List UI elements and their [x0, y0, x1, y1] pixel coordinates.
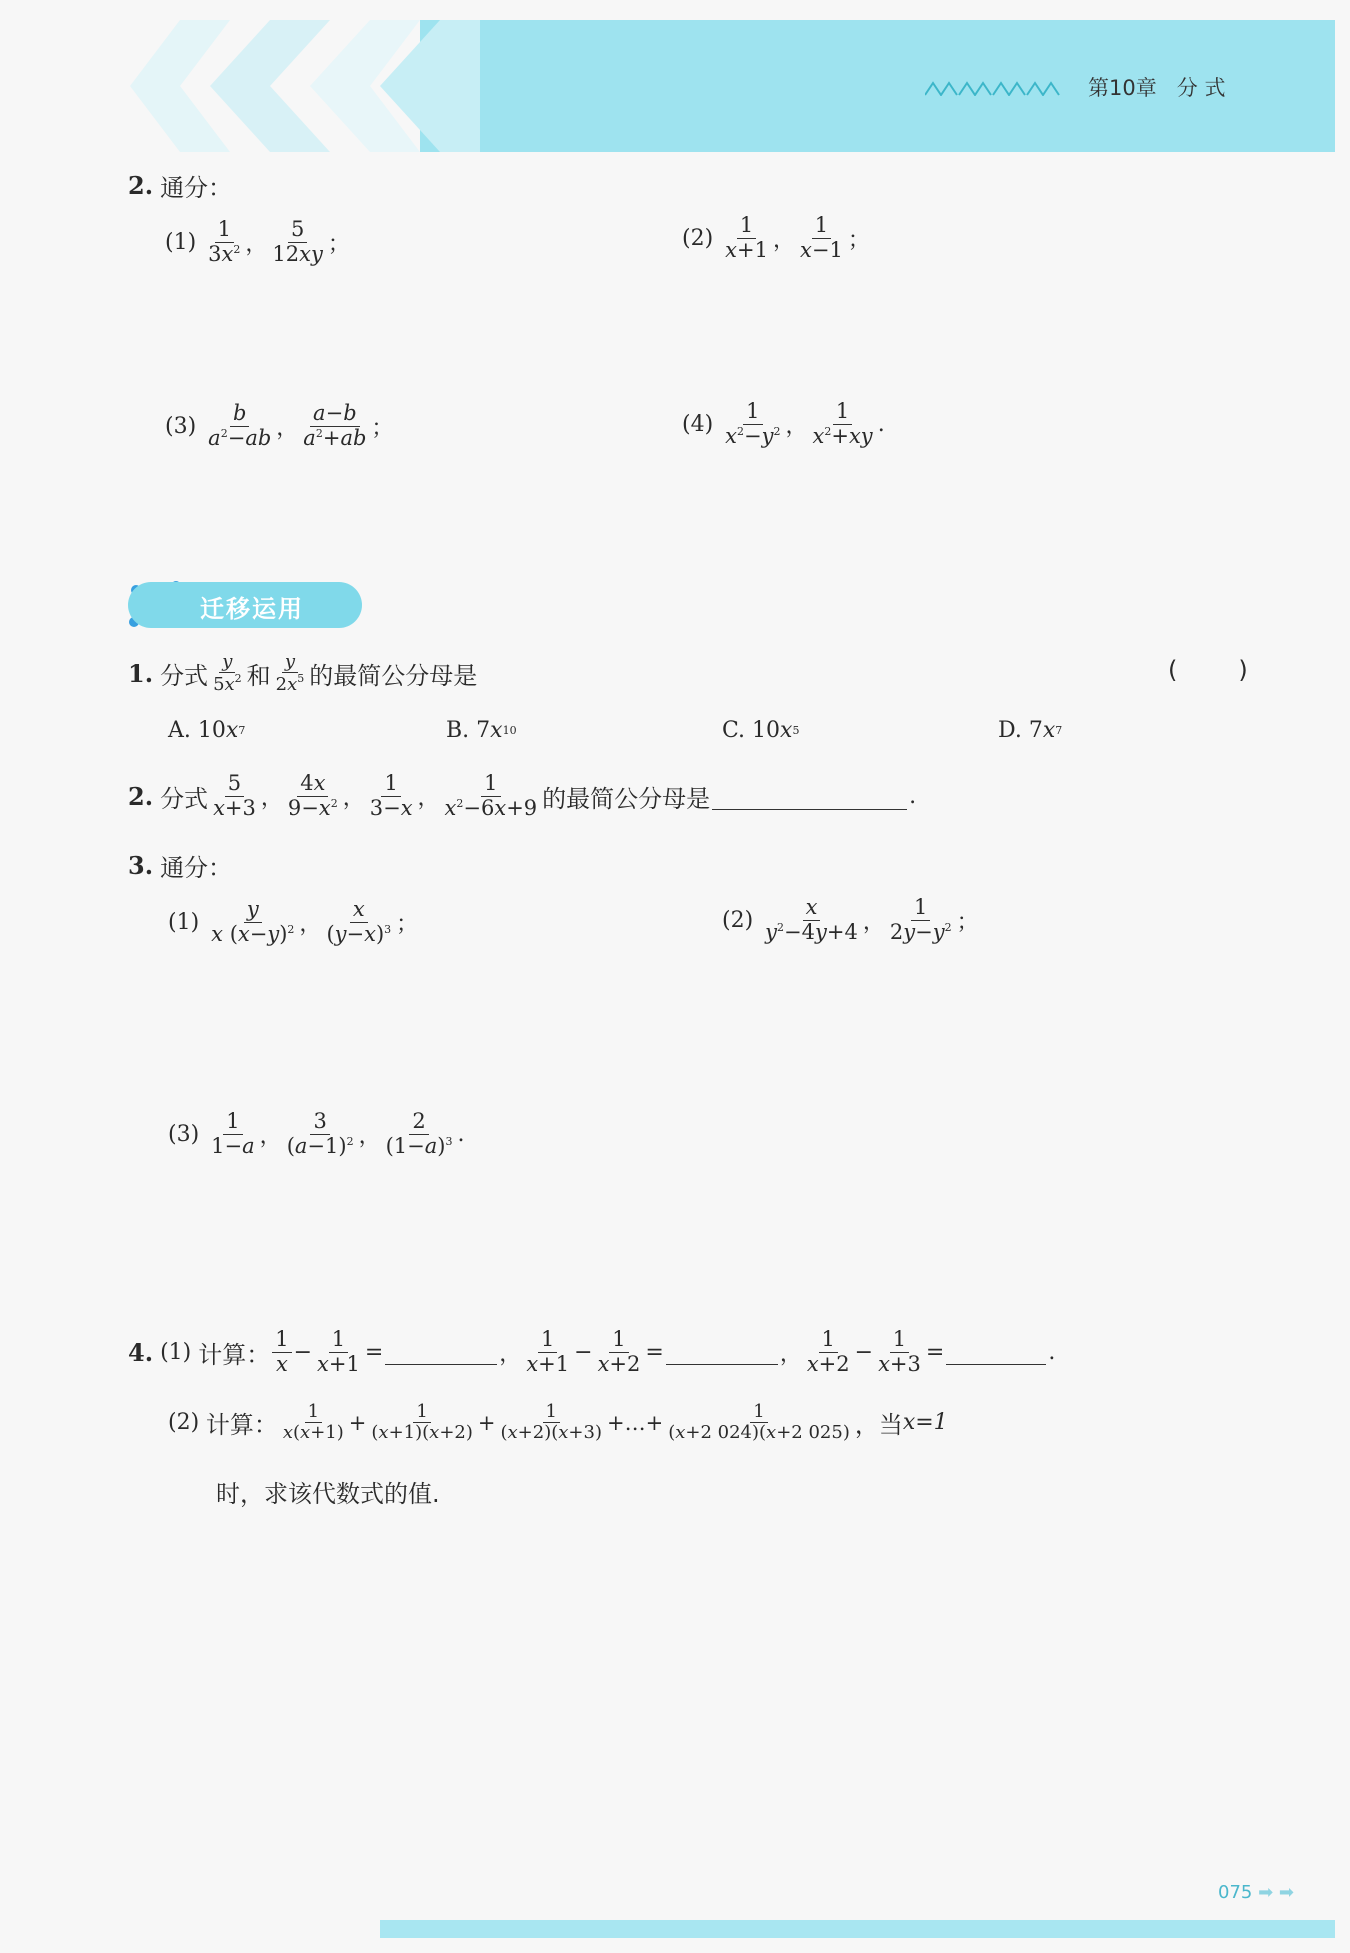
fraction: $\frac{1}{1-a}$	[211, 1109, 255, 1158]
prev-q2-item-1	[165, 218, 350, 266]
item-label: (2)	[682, 225, 714, 251]
page-number-text: 075	[1218, 1882, 1253, 1903]
mountain-decoration-icon	[925, 80, 1065, 96]
part-tail: ，当	[854, 1411, 903, 1440]
condition: x=1	[902, 1410, 948, 1436]
fraction: $\frac{1}{x^2+xy}$	[812, 399, 873, 448]
q3-item-2: (2) $\frac{x}{y^2-4y+4}$ ， $\frac{1}{2y-y^2}$ ；	[722, 895, 979, 944]
q1-option-a[interactable]: A. 10 x 7	[168, 718, 246, 743]
q3-text: 通分：	[160, 854, 233, 882]
fraction: $\frac{a-b}{a^2+ab}$	[303, 401, 367, 450]
fraction: $\frac{x}{y^2-4y+4}$	[765, 895, 858, 944]
q1-mid: 和	[246, 662, 271, 691]
fraction: $\frac{1}{x}$	[272, 1328, 291, 1376]
fraction: $\frac{2}{(1-a)^3}$	[385, 1109, 453, 1158]
separator: ，	[785, 413, 808, 439]
answer-bracket: ( )	[1168, 656, 1248, 684]
answer-blank[interactable]	[385, 1340, 497, 1365]
answer-blank[interactable]	[946, 1340, 1046, 1365]
prev-q2-heading	[128, 168, 232, 203]
q1-stem	[128, 652, 477, 695]
prev-q2-text: 通分：	[160, 174, 233, 202]
fraction: $\frac{1}{x+1}$	[725, 213, 768, 262]
part-label: (1)	[160, 1339, 192, 1365]
fraction: $\frac{3}{(a-1)^2}$	[286, 1109, 354, 1158]
fraction: $\frac{1}{x+2}$	[806, 1327, 850, 1376]
page-number	[1218, 1882, 1294, 1903]
q1-option-d[interactable]: D. 7 x 7	[998, 718, 1063, 743]
item-label: (1)	[168, 909, 200, 935]
q4-part-1: 4. (1) 计算： $\frac{1}{x}$ − $\frac{1}{x+1}$ = ， $\frac{1}{x+1}$ − $\frac{1}{x+2}$ = ， $\frac{1}{x+2}$ − $\frac{1}{x+3}$ = .	[128, 1327, 1056, 1376]
fraction: $\frac{1}{2y-y^2}$	[889, 895, 952, 944]
fraction: $\frac{1}{(x+2)(x+3)}$	[500, 1401, 602, 1444]
q1-option-c[interactable]: C. 10 x 5	[722, 718, 800, 743]
answer-blank[interactable]	[712, 783, 907, 810]
fraction: $\frac{1}{x^2-y^2}$	[725, 399, 781, 448]
fraction: $\frac{5}{12xy}$	[272, 217, 323, 266]
q2-stem: 2. 分式 $\frac{5}{x+3}$ ， $\frac{4x}{9-x^2}$ ， $\frac{1}{3-x}$ ， $\frac{1}{x^2-6x+9}$ 的最简公分母是 .	[128, 771, 917, 820]
option-exp: 7	[1055, 724, 1063, 737]
q3-number: 3.	[128, 851, 154, 880]
fraction: $\frac{1}{3x^2}$	[208, 217, 241, 266]
item-label: (3)	[168, 1121, 200, 1147]
q3-item-1: (1) $\frac{y}{x (x-y)^2}$ ， $\frac{x}{(y-x)^3}$ ；	[168, 897, 419, 946]
item-label: (3)	[165, 413, 197, 439]
option-letter: D.	[998, 718, 1022, 743]
separator: ，	[245, 231, 268, 257]
prev-q2-item-3	[165, 402, 393, 450]
fraction: $\frac{1}{(x+2 024)(x+2 025)}$	[668, 1401, 850, 1444]
q4-part-2-line-2: 时，求该代数式的值.	[216, 1480, 440, 1508]
q3-item-3: (3) $\frac{1}{1-a}$ ， $\frac{3}{(a-1)^2}$ ， $\frac{2}{(1-a)^3}$ .	[168, 1109, 465, 1158]
fraction: $\frac{b}{a^2-ab}$	[208, 401, 272, 450]
prev-q2-item-4	[682, 400, 885, 448]
prev-q2-item-2	[682, 214, 870, 262]
option-exp: 10	[502, 724, 517, 737]
fraction: $\frac{x}{(y-x)^3}$	[326, 897, 392, 946]
part-text: 计算：	[198, 1340, 271, 1369]
fraction: $\frac{y}{2x^5}$	[275, 651, 305, 696]
fraction: $\frac{1}{3-x}$	[369, 771, 413, 820]
fraction: $\frac{1}{x+3}$	[878, 1327, 921, 1376]
fraction: $\frac{1}{x(x+1)}$	[282, 1401, 344, 1444]
option-coef: 7	[476, 718, 491, 743]
q4-number: 4.	[128, 1337, 154, 1367]
q3-heading	[128, 848, 232, 883]
q2-number: 2.	[128, 781, 154, 811]
fraction: $\frac{1}{(x+1)(x+2)}$	[371, 1401, 473, 1444]
option-exp: 7	[238, 724, 246, 737]
ellipsis: +…+	[606, 1410, 664, 1435]
q1-number: 1.	[128, 659, 154, 689]
terminator: ；	[847, 227, 870, 253]
q2-prefix: 分式	[160, 784, 209, 813]
terminator: .	[877, 411, 885, 437]
prev-q2-number: 2.	[128, 171, 154, 200]
option-letter: A.	[168, 718, 191, 743]
part-text: 计算：	[205, 1411, 278, 1440]
q2-suffix: 的最简公分母是	[542, 784, 711, 813]
fraction: $\frac{1}{x-1}$	[800, 213, 843, 262]
chapter-title: 分 式	[1176, 76, 1226, 100]
fraction: $\frac{y}{5x^2}$	[213, 651, 242, 696]
option-exp: 5	[792, 724, 800, 737]
terminator: ；	[327, 231, 350, 257]
fraction: $\frac{5}{x+3}$	[213, 771, 256, 820]
option-coef: 7	[1028, 718, 1043, 743]
separator: ，	[772, 227, 795, 253]
fraction: $\frac{y}{x (x-y)^2}$	[211, 897, 295, 946]
section-title: 迁移运用	[200, 595, 304, 623]
option-coef: 10	[197, 718, 226, 743]
fraction: $\frac{1}{x^2-6x+9}$	[444, 771, 538, 820]
option-coef: 10	[752, 718, 781, 743]
footer-band	[380, 1920, 1335, 1938]
q1-suffix: 的最简公分母是	[309, 662, 478, 691]
item-label: (2)	[722, 907, 754, 933]
q1-option-b[interactable]: B. 7 x 10	[446, 718, 517, 743]
terminator: .	[909, 783, 917, 809]
q1-prefix: 分式	[160, 662, 209, 691]
option-letter: B.	[446, 718, 470, 743]
header-chevrons	[120, 20, 480, 152]
terminator: ；	[371, 415, 394, 441]
part-label: (2)	[168, 1410, 200, 1436]
option-letter: C.	[722, 718, 746, 743]
fraction: $\frac{1}{x+1}$	[317, 1327, 360, 1376]
answer-blank[interactable]	[666, 1340, 778, 1365]
fraction: $\frac{1}{x+1}$	[526, 1327, 570, 1376]
fraction: $\frac{1}{x+2}$	[597, 1327, 641, 1376]
item-label: (1)	[165, 229, 197, 255]
q4-part-2: (2) 计算： $\frac{1}{x(x+1)}$ + $\frac{1}{(x+1)(x+2)}$ + $\frac{1}{(x+2)(x+3)}$ +…+ $\frac{1}{(x+2 024)(x+2 025)}$ ，当 x=1	[168, 1401, 948, 1444]
chapter-heading	[1088, 72, 1225, 102]
arrow-icon: ➡ ➡	[1258, 1882, 1294, 1903]
item-label: (4)	[682, 411, 714, 437]
chapter-number: 第10章	[1088, 76, 1157, 100]
fraction: $\frac{4x}{9-x^2}$	[287, 771, 338, 820]
separator: ，	[276, 415, 299, 441]
